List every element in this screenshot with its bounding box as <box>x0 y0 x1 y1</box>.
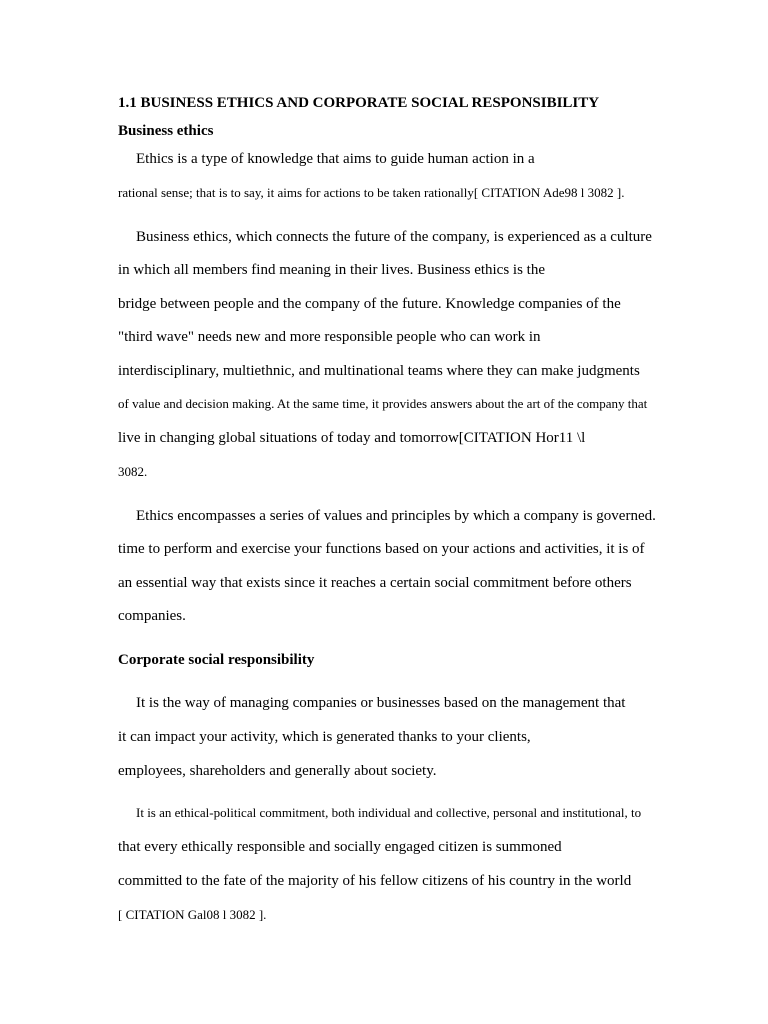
paragraph-line: live in changing global situations of today and tomorrow[CITATION Hor11 \l <box>118 430 586 446</box>
paragraph-line: employees, shareholders and generally about society. <box>118 763 437 779</box>
paragraph-line: of value and decision making. At the same time, it provides answers about the art of the company that <box>118 396 648 411</box>
paragraph-line: Ethics encompasses a series of values and principles by which a company is governed. <box>136 508 656 524</box>
paragraph-line: "third wave" needs new and more responsible people who can work in <box>118 329 541 345</box>
paragraph-line: an essential way that exists since it reaches a certain social commitment before others <box>118 575 632 591</box>
paragraph-line: Ethics is a type of knowledge that aims to guide human action in a <box>136 151 535 167</box>
paragraph-line: time to perform and exercise your functions based on your actions and activities, it is of <box>118 541 645 557</box>
paragraph-line: Business ethics, which connects the future of the company, is experienced as a culture <box>136 229 652 245</box>
paragraph-line: companies. <box>118 608 186 624</box>
paragraph-line: committed to the fate of the majority of his fellow citizens of his country in the world <box>118 873 632 889</box>
paragraph-line: [ CITATION Gal08 l 3082 ]. <box>118 907 267 922</box>
paragraph-line: 3082. <box>118 464 148 479</box>
paragraph-line: bridge between people and the company of the future. Knowledge companies of the <box>118 296 621 312</box>
paragraph-line: that every ethically responsible and socially engaged citizen is summoned <box>118 839 562 855</box>
section-heading-business-ethics: Business ethics <box>118 123 214 139</box>
paragraph-line: It is the way of managing companies or businesses based on the management that <box>136 695 626 711</box>
page-title: 1.1 BUSINESS ETHICS AND CORPORATE SOCIAL RESPONSIBILITY <box>118 95 600 111</box>
paragraph-line: interdisciplinary, multiethnic, and multinational teams where they can make judgments <box>118 363 640 379</box>
paragraph-line: rational sense; that is to say, it aims for actions to be taken rationally[ CITATION Ade98 l 3082 ]. <box>118 185 625 200</box>
paragraph-line: it can impact your activity, which is generated thanks to your clients, <box>118 729 531 745</box>
section-heading-csr: Corporate social responsibility <box>118 652 315 668</box>
paragraph-line: It is an ethical-political commitment, both individual and collective, personal and institutional, to <box>136 805 642 820</box>
paragraph-line: in which all members find meaning in their lives. Business ethics is the <box>118 262 546 278</box>
